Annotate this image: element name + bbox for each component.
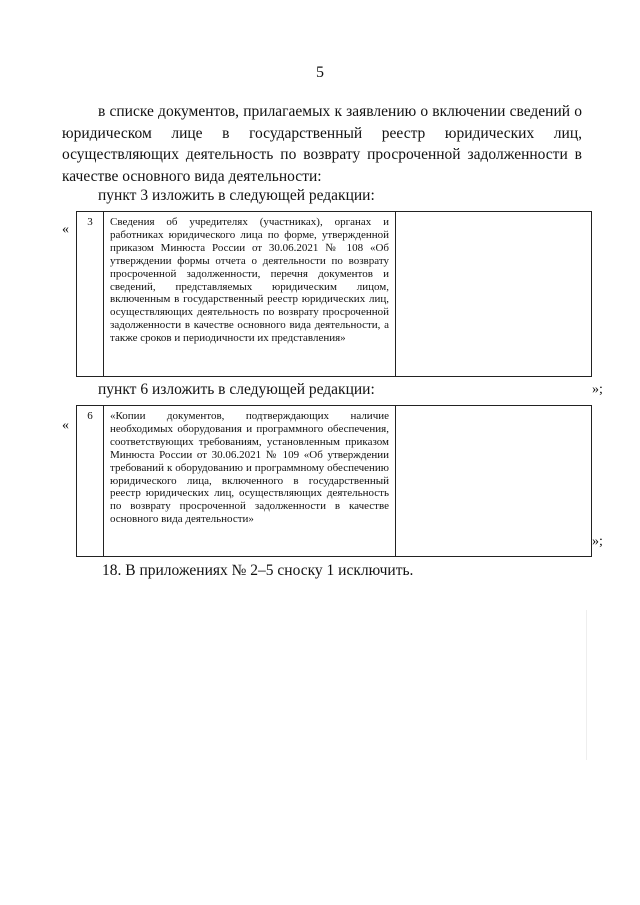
- amendment-heading-2: пункт 6 изложить в следующей редакции:: [98, 381, 375, 398]
- page-number: 5: [316, 64, 324, 81]
- table-row-text: Сведения об учредителях (участниках), органах и работниках юридического лица по форме, утвержденной приказом Минюста России от 30.06.2021 № 108 «Об утверждении формы отчета о деятельности по возврату просроченной задолженности, перечня документов и сведений, представляемых юридическим лицом, включенным в государственный реестр юридических лиц, осуществляющих деятельность по возврату просроченной задолженности в качестве основного вида деятельности, а также сроков и периодичности их представления»: [104, 212, 396, 376]
- table-row-number: 3: [77, 212, 104, 376]
- amendment-table-2: [76, 405, 592, 557]
- scan-artifact: [586, 610, 587, 760]
- open-quote-2: «: [62, 418, 69, 433]
- table-row-text: «Копии документов, подтверждающих наличие необходимых оборудования и программного обеспечения, соответствующих требованиям, установленным приказом Минюста России от 30.06.2021 № 109 «Об утверждении требований к оборудованию и программному обеспечению юридического лица, включенного в государственный реестр юридических лиц, осуществляющих деятельность по возврату просроченной задолженности в качестве основного вида деятельности»: [104, 406, 396, 556]
- close-quote-2: »;: [592, 534, 603, 549]
- final-item: 18. В приложениях № 2–5 сноску 1 исключить.: [102, 562, 414, 579]
- open-quote-1: «: [62, 222, 69, 237]
- close-quote-1: »;: [592, 382, 603, 397]
- amendment-table-1: [76, 211, 592, 377]
- table-row-number: 6: [77, 406, 104, 556]
- intro-paragraph: в списке документов, прилагаемых к заявлению о включении сведений о юридическом лице в государственный реестр юридических лиц, осуществляющих деятельность по возврату просроченной задолженности в качестве основного вида деятельности:: [62, 103, 582, 185]
- table-empty-cell: [396, 212, 591, 376]
- table-empty-cell: [396, 406, 591, 556]
- amendment-heading-1: пункт 3 изложить в следующей редакции:: [98, 187, 375, 204]
